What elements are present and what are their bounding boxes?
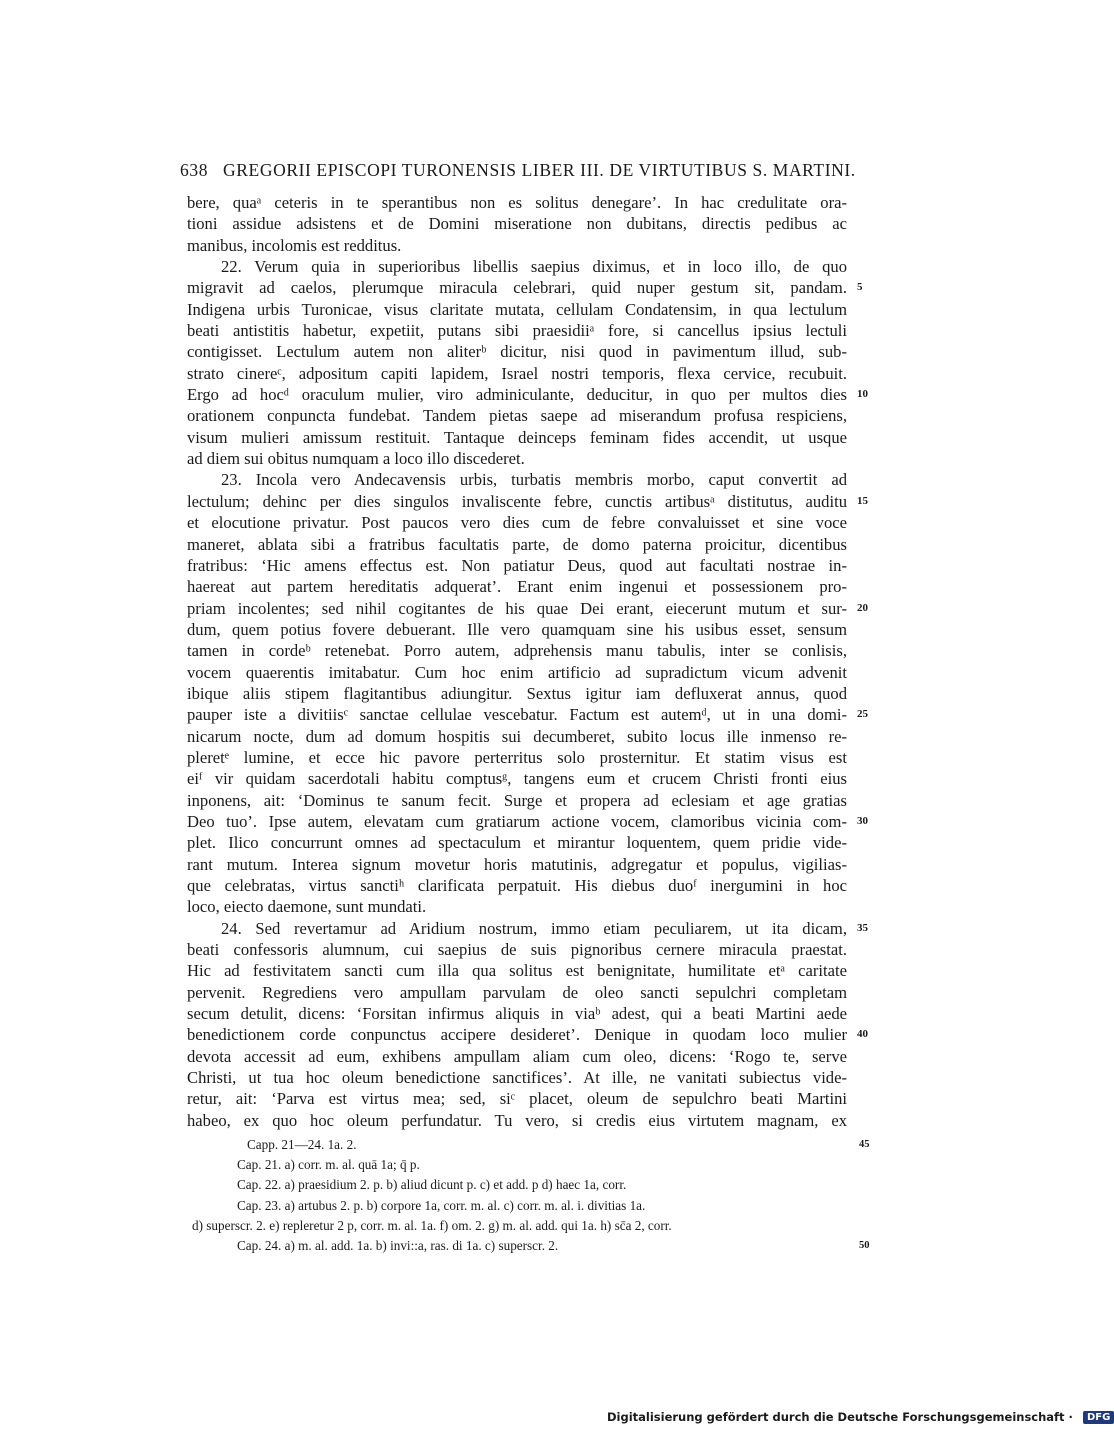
line-number: 45 — [859, 1139, 870, 1150]
text-line — [187, 448, 847, 469]
line-text: loco, eiecto daemone, sunt mundati. — [187, 897, 427, 917]
text-line — [187, 768, 847, 789]
text-line — [187, 832, 847, 853]
text-line — [187, 235, 847, 256]
page-number: 638 — [180, 160, 209, 180]
text-line — [187, 491, 868, 512]
text-line — [187, 320, 847, 341]
line-text: 22. Verum quia in superioribus libellis saepius diximus, et in loco illo, de quo — [221, 257, 847, 277]
text-line — [187, 256, 847, 277]
line-text: pervenit. Regrediens vero ampullam parvulam de oleo sancti sepulchri completam — [187, 982, 847, 1002]
text-line — [187, 811, 868, 832]
line-text: orationem conpuncta fundebat. Tandem pietas saepe ad miserandum profusa respiciens, — [187, 406, 847, 426]
text-line — [187, 1003, 847, 1024]
text-line — [187, 598, 868, 619]
line-text: benedictionem corde conpunctus accipere desideret’. Denique in quodam loco mulier — [187, 1025, 847, 1045]
text-line — [187, 512, 847, 533]
footnote-line — [187, 1135, 870, 1155]
text-line — [187, 277, 863, 298]
text-line — [187, 1024, 868, 1045]
text-line — [187, 576, 847, 597]
line-text: vocem quaerentis imitabatur. Cum hoc enim artificio ad supradictum vicum advenit — [187, 662, 847, 682]
line-text: secum detulit, dicens: ‘Forsitan infirmus aliquis in viaᵇ adest, qui a beati Martini aede — [187, 1004, 847, 1024]
line-text: Christi, ut tua hoc oleum benedictione sanctifices’. At ille, ne vanitati subiectus vide- — [187, 1068, 847, 1088]
line-text: pauper iste a divitiisᶜ sanctae cellulae vescebatur. Factum est autemᵈ, ut in una domi- — [187, 705, 847, 725]
line-number: 50 — [859, 1239, 870, 1251]
line-text: 24. Sed revertamur ad Aridium nostrum, immo etiam peculiarem, ut ita dicam, — [221, 918, 847, 938]
text-line — [187, 982, 847, 1003]
text-line — [187, 534, 847, 555]
text-line — [187, 896, 847, 917]
line-text: beati antistitis habetur, expetiit, putans sibi praesidiiᵃ fore, si cancellus ipsius lectuli — [187, 321, 847, 341]
line-text: 23. Incola vero Andecavensis urbis, turbatis membris morbo, caput convertit ad — [221, 470, 847, 490]
text-line — [187, 1046, 847, 1067]
text-line — [187, 1110, 847, 1131]
footnote-text: Capp. 21—24. 1a. 2. — [247, 1137, 357, 1152]
line-text: visum mulieri amissum restituit. Tantaque deinceps feminam fides accendit, ut usque — [187, 427, 847, 447]
line-number: 15 — [857, 494, 868, 507]
footer-credit: Digitalisierung gefördert durch die Deutsche Forschungsgemeinschaft · — [607, 1410, 1073, 1424]
line-text: Hic ad festivitatem sancti cum illa qua solitus est benignitate, humilitate etᵃ caritate — [187, 961, 847, 981]
text-line — [187, 363, 847, 384]
footnote-line — [187, 1175, 847, 1195]
line-text: Ergo ad hocᵈ oraculum mulier, viro adminiculante, deducitur, in quo per multos dies — [187, 385, 847, 405]
footnote-line — [187, 1236, 870, 1256]
text-line — [187, 683, 847, 704]
line-text: dum, quem potius fovere debuerant. Ille vero quamquam sine his usibus esset, sensum — [187, 619, 847, 639]
text-line — [187, 405, 847, 426]
text-line — [187, 213, 847, 234]
line-text: devota accessit ad eum, exhibens ampullam aliam cum oleo, dicens: ‘Rogo te, serve — [187, 1046, 847, 1066]
text-line — [187, 747, 847, 768]
line-text: ad diem sui obitus numquam a loco illo discederet. — [187, 449, 525, 469]
line-text: inponens, ait: ‘Dominus te sanum fecit. Surge et propera ad eclesiam et age gratias — [187, 790, 847, 810]
text-line — [187, 555, 847, 576]
line-text: manibus, incolomis est redditus. — [187, 235, 402, 255]
text-line — [187, 918, 868, 939]
line-text: beati confessoris alumnum, cui saepius de suis pignoribus cernere miracula praestat. — [187, 940, 847, 960]
footnote-text: Cap. 22. a) praesidium 2. p. b) aliud dicunt p. c) et add. p d) haec 1a, corr. — [237, 1177, 627, 1193]
line-text: nicarum nocte, dum ad domum hospitis sui decumberet, subito locus ille inmenso re- — [187, 726, 847, 746]
text-line — [187, 790, 847, 811]
line-text: priam incolentes; sed nihil cogitantes de his quae Dei erant, eiecerunt mutum et sur- — [187, 598, 847, 618]
text-line — [187, 427, 847, 448]
line-number: 5 — [857, 281, 863, 294]
footnote-text: Cap. 23. a) artubus 2. p. b) corpore 1a, corr. m. al. c) corr. m. al. i. divitias 1a. — [237, 1197, 646, 1213]
text-line — [187, 960, 847, 981]
running-title: GREGORII EPISCOPI TURONENSIS LIBER III. DE VIRTUTIBUS S. MARTINI. — [223, 160, 856, 180]
line-text: maneret, ablata sibi a fratribus facultatis parte, de domo paterna proicitur, dicentibus — [187, 534, 847, 554]
text-line — [187, 1067, 847, 1088]
text-line — [187, 662, 847, 683]
text-line — [187, 384, 868, 405]
main-text — [187, 192, 868, 1131]
dfg-footer — [607, 1410, 1114, 1424]
line-text: migravit ad caelos, plerumque miracula celebrari, quid nuper gestum sit, pandam. — [187, 278, 847, 298]
footnote-text: d) superscr. 2. e) repleretur 2 p, corr. m. al. 1a. f) om. 2. g) m. al. add. qui 1a. h) sc̄a 2, corr. — [192, 1217, 672, 1233]
footnote-text: Cap. 24. a) m. al. add. 1a. b) invi::a, ras. di 1a. c) superscr. 2. — [237, 1237, 559, 1253]
text-line — [187, 640, 847, 661]
line-number: 25 — [857, 708, 868, 721]
line-number: 30 — [857, 814, 868, 827]
text-line — [187, 854, 847, 875]
line-text: tamen in cordeᵇ retenebat. Porro autem, adprehensis manu tabulis, inter se conlisis, — [187, 641, 847, 661]
footnote-line — [187, 1196, 847, 1216]
line-text: haereat aut partem hereditatis adquerat’. Erant enim ingenui et possessionem pro- — [187, 577, 847, 597]
line-text: strato cinereᶜ, adpositum capiti lapidem, Israel nostri temporis, flexa cervice, recubuit. — [187, 363, 847, 383]
line-text: que celebratas, virtus sanctiʰ clarificata perpatuit. His diebus duoᶠ inergumini in hoc — [187, 876, 847, 895]
line-text: eiᶠ vir quidam sacerdotali habitu comptusᵍ, tangens eum et crucem Christi fronti eius — [187, 769, 847, 789]
footnotes — [187, 1135, 870, 1256]
footnote-line — [187, 1155, 847, 1175]
text-line — [187, 726, 847, 747]
line-number: 20 — [857, 601, 868, 614]
line-text: lectulum; dehinc per dies singulos invaliscente febre, cunctis artibusᵃ distitutus, auditu — [187, 491, 847, 511]
text-line — [187, 939, 847, 960]
line-number: 40 — [857, 1028, 868, 1041]
line-text: plet. Ilico concurrunt omnes ad spectaculum et mirantur loquentem, quem pridie vide- — [187, 833, 847, 853]
text-line — [187, 299, 847, 320]
line-text: ibique aliis stipem flagitantibus adiungitur. Sextus igitur iam defluxerat annus, quod — [187, 683, 847, 703]
line-number: 35 — [857, 921, 868, 934]
line-text: retur, ait: ‘Parva est virtus mea; sed, siᶜ placet, oleum de sepulchro beati Martini — [187, 1089, 847, 1109]
text-line — [187, 469, 847, 490]
footnote-text: Cap. 21. a) corr. m. al. quā 1a; q̄ p. — [237, 1157, 420, 1173]
line-text: contigisset. Lectulum autem non aliterᵇ dicitur, nisi quod in pavimentum illud, sub- — [187, 342, 847, 362]
line-text: Indigena urbis Turonicae, visus claritate mutata, cellulam Condatensim, in qua lectulum — [187, 299, 847, 319]
line-text: rant mutum. Interea signum movetur horis matutinis, adgregatur et populus, vigilias- — [187, 854, 847, 874]
text-line — [187, 341, 847, 362]
line-text: pleretᵉ lumine, et ecce hic pavore perterritus solo prosternitur. Et statim visus est — [187, 747, 847, 767]
text-line — [187, 619, 847, 640]
text-line — [187, 192, 847, 213]
line-text: habeo, ex quo hoc oleum perfundatur. Tu vero, si credis eius virtutem magnam, ex — [187, 1110, 847, 1130]
line-text: tioni assidue adsistens et de Domini miseratione non dubitans, directis pedibus ac — [187, 214, 847, 234]
line-text: bere, quaᵃ ceteris in te sperantibus non es solitus denegare’. In hac credulitate ora- — [187, 193, 847, 212]
line-text: fratribus: ‘Hic amens effectus est. Non patiatur Deus, quod aut facultati nostrae in- — [187, 555, 847, 575]
dfg-logo: DFG — [1083, 1411, 1114, 1424]
text-line — [187, 875, 847, 896]
text-line — [187, 704, 868, 725]
line-text: Deo tuo’. Ipse autem, elevatam cum gratiarum actione vocem, clamoribus vicinia com- — [187, 811, 847, 831]
text-line — [187, 1088, 847, 1109]
footnote-line — [187, 1216, 847, 1236]
line-text: et elocutione privatur. Post paucos vero dies cum de febre convaluisset et sine voce — [187, 513, 847, 533]
line-number: 10 — [857, 388, 868, 401]
running-header — [180, 160, 856, 181]
